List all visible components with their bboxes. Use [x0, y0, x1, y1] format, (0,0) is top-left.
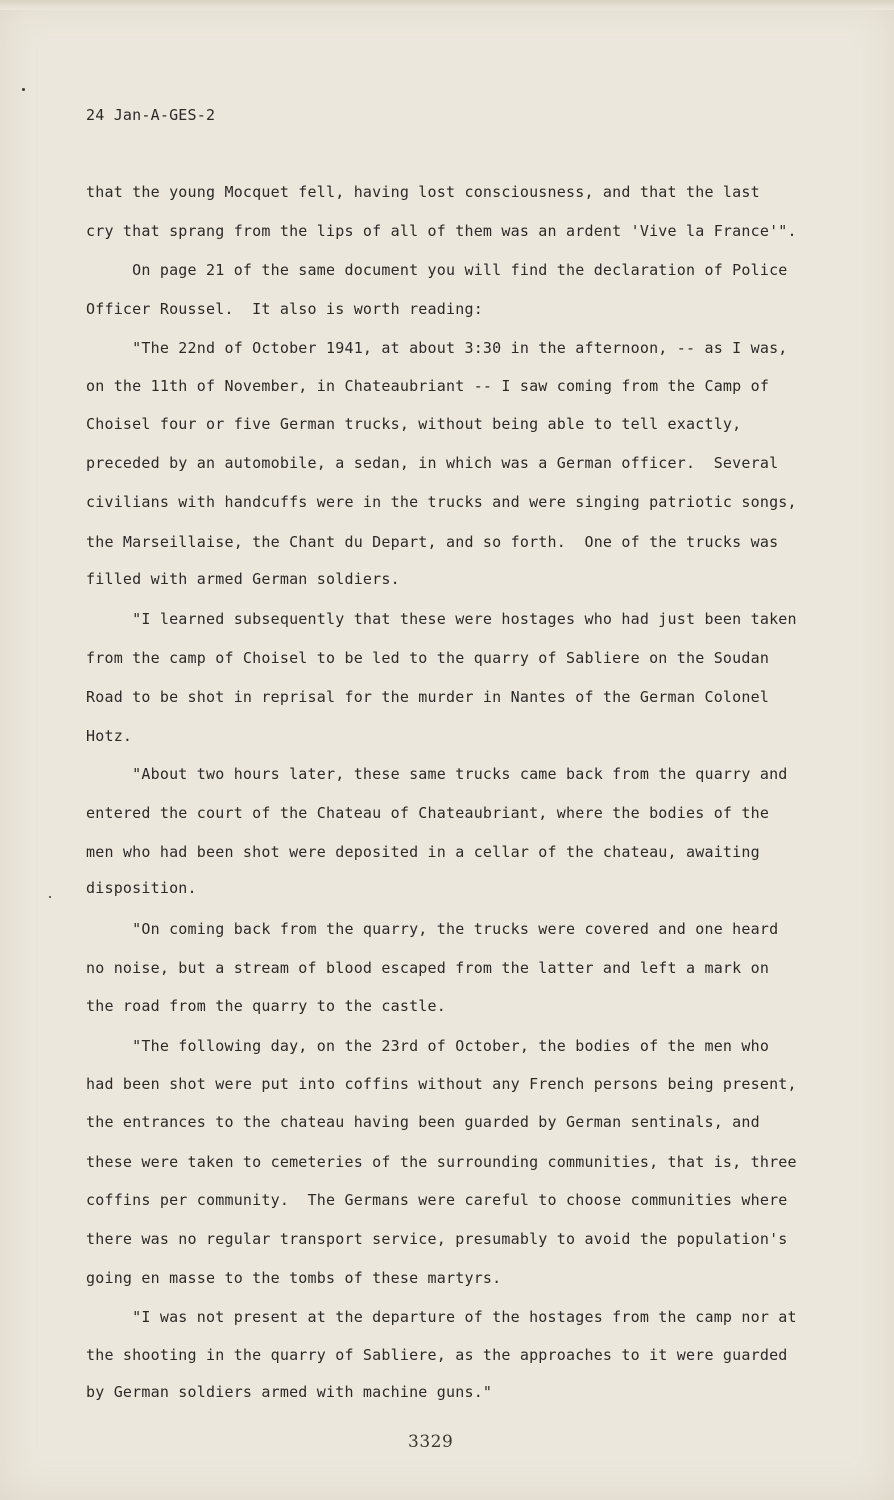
page-top-edge [0, 0, 894, 10]
text-line: "On coming back from the quarry, the trucks were covered and one heard [86, 920, 779, 938]
text-line: the entrances to the chateau having been guarded by German sentinals, and [86, 1113, 760, 1131]
text-line: by German soldiers armed with machine guns." [86, 1383, 493, 1401]
document-reference: 24 Jan-A-GES-2 [86, 106, 216, 124]
text-line: civilians with handcuffs were in the trucks and were singing patriotic songs, [86, 493, 797, 511]
text-line: the road from the quarry to the castle. [86, 997, 446, 1015]
text-line: these were taken to cemeteries of the surrounding communities, that is, three [86, 1153, 797, 1171]
text-line: Hotz. [86, 727, 133, 745]
text-line: from the camp of Choisel to be led to the quarry of Sabliere on the Soudan [86, 649, 770, 667]
text-line: that the young Mocquet fell, having lost consciousness, and that the last [86, 183, 760, 201]
text-line: "The 22nd of October 1941, at about 3:30 in the afternoon, -- as I was, [86, 339, 788, 357]
text-line: men who had been shot were deposited in a cellar of the chateau, awaiting [86, 843, 760, 861]
text-line: preceded by an automobile, a sedan, in which was a German officer. Several [86, 454, 779, 472]
text-line: "About two hours later, these same trucks came back from the quarry and [86, 765, 788, 783]
text-line: Choisel four or five German trucks, without being able to tell exactly, [86, 415, 742, 433]
text-line: the Marseillaise, the Chant du Depart, and so forth. One of the trucks was [86, 533, 779, 551]
text-line: going en masse to the tombs of these martyrs. [86, 1269, 502, 1287]
text-line: coffins per community. The Germans were careful to choose communities where [86, 1191, 788, 1209]
paper-speck [49, 896, 51, 898]
text-line: disposition. [86, 879, 197, 897]
text-line: no noise, but a stream of blood escaped from the latter and left a mark on [86, 959, 770, 977]
text-line: Road to be shot in reprisal for the murder in Nantes of the German Colonel [86, 688, 770, 706]
text-line: "The following day, on the 23rd of October, the bodies of the men who [86, 1037, 770, 1055]
text-line: On page 21 of the same document you will find the declaration of Police [86, 261, 788, 279]
text-line: "I learned subsequently that these were hostages who had just been taken [86, 610, 797, 628]
text-line: filled with armed German soldiers. [86, 570, 400, 588]
paper-speck [22, 88, 25, 91]
text-line: had been shot were put into coffins without any French persons being present, [86, 1075, 797, 1093]
text-line: "I was not present at the departure of the hostages from the camp nor at [86, 1308, 797, 1326]
text-line: on the 11th of November, in Chateaubriant -- I saw coming from the Camp of [86, 377, 770, 395]
page-number: 3329 [408, 1432, 454, 1452]
text-line: Officer Roussel. It also is worth reading: [86, 300, 483, 318]
text-line: there was no regular transport service, presumably to avoid the population's [86, 1230, 788, 1248]
text-line: cry that sprang from the lips of all of them was an ardent 'Vive la France'". [86, 222, 797, 240]
text-line: the shooting in the quarry of Sabliere, as the approaches to it were guarded [86, 1346, 788, 1364]
text-line: entered the court of the Chateau of Chateaubriant, where the bodies of the [86, 804, 770, 822]
